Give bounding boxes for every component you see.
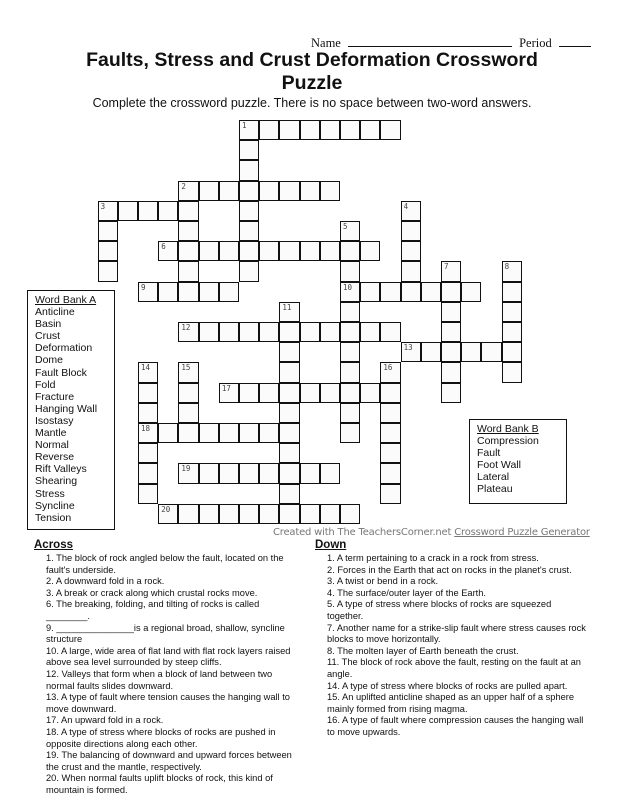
grid-cell[interactable] — [259, 120, 279, 140]
grid-cell[interactable] — [279, 362, 299, 382]
grid-cell[interactable] — [239, 201, 259, 221]
grid-cell[interactable] — [279, 423, 299, 443]
grid-cell[interactable] — [178, 383, 198, 403]
grid-cell[interactable] — [239, 383, 259, 403]
clue-number: 15 — [181, 363, 191, 373]
across-clue — [34, 692, 302, 715]
grid-cell[interactable] — [441, 342, 461, 362]
grid-cell[interactable] — [178, 362, 198, 382]
word-bank-b-word: Lateral — [477, 471, 510, 484]
word-bank-a-word: Syncline — [35, 499, 75, 512]
grid-cell[interactable] — [239, 322, 259, 342]
clue-number: 1 — [242, 121, 247, 130]
clue-number: 2. — [327, 564, 338, 575]
clue-text: A twist or bend in a rock. — [336, 576, 439, 587]
grid-cell[interactable] — [279, 383, 299, 403]
name-field[interactable] — [348, 36, 512, 47]
grid-cell[interactable] — [279, 403, 299, 423]
period-field[interactable] — [559, 36, 591, 47]
word-bank-a — [27, 290, 115, 530]
across-clue — [34, 646, 302, 669]
across-heading: Across — [34, 539, 73, 551]
grid-cell[interactable] — [380, 423, 400, 443]
grid-cell[interactable] — [239, 504, 259, 524]
grid-cell[interactable] — [401, 201, 421, 221]
grid-cell[interactable] — [158, 201, 178, 221]
clue-text: A large, wide area of flat land with flat rock layers raised above sea level surrounded by steep cliffs. — [46, 645, 291, 668]
across-clue — [34, 750, 302, 773]
grid-cell[interactable] — [360, 383, 380, 403]
clue-number: 19. — [46, 750, 62, 761]
grid-cell[interactable] — [502, 342, 522, 362]
grid-cell[interactable] — [300, 120, 320, 140]
clue-text: The breaking, folding, and tilting of rocks is called ________. — [46, 599, 260, 621]
down-clue — [315, 646, 590, 658]
grid-cell[interactable] — [340, 241, 360, 261]
generator-link[interactable]: Crossword Puzzle Generator — [454, 527, 590, 538]
grid-cell[interactable] — [502, 362, 522, 382]
grid-cell[interactable] — [320, 322, 340, 342]
clue-number: 19 — [181, 464, 191, 474]
grid-cell[interactable] — [340, 403, 360, 423]
word-bank-b-word: Foot Wall — [477, 459, 521, 472]
word-bank-a-word: Deformation — [35, 342, 93, 355]
grid-cell[interactable] — [138, 484, 158, 504]
word-bank-b-word: Plateau — [477, 483, 513, 496]
clue-text: A type of stress where blocks of rocks are squeezed together. — [327, 599, 552, 621]
grid-cell[interactable] — [259, 322, 279, 342]
grid-cell[interactable] — [158, 504, 178, 524]
grid-cell[interactable] — [340, 362, 360, 382]
grid-cell[interactable] — [340, 261, 360, 281]
down-clue — [315, 588, 590, 600]
word-bank-a-word: Dome — [35, 354, 64, 367]
clue-number: 5 — [343, 222, 348, 231]
down-clue — [315, 692, 590, 715]
clue-number: 9. — [46, 622, 57, 633]
clue-number: 14. — [327, 680, 342, 691]
word-bank-b — [469, 419, 567, 504]
down-clue-list — [315, 553, 590, 739]
word-bank-b-title: Word Bank B — [477, 423, 539, 435]
grid-cell[interactable] — [421, 282, 441, 302]
word-bank-a-word: Fault Block — [35, 366, 87, 379]
grid-cell[interactable] — [98, 221, 118, 241]
down-clue — [315, 565, 590, 577]
clue-number: 1. — [46, 553, 57, 563]
grid-cell[interactable] — [340, 322, 360, 342]
clue-text: Another name for a strike-slip fault where stress causes rock blocks to move horizontally. — [327, 622, 586, 645]
grid-cell[interactable] — [259, 241, 279, 261]
clue-number: 14 — [141, 363, 151, 373]
grid-cell[interactable] — [279, 484, 299, 504]
word-bank-a-word: Fold — [35, 378, 56, 391]
down-clue — [315, 576, 590, 588]
grid-cell[interactable] — [138, 201, 158, 221]
clue-text: _______________is a regional broad, shallow, syncline structure — [46, 622, 285, 645]
grid-cell[interactable] — [279, 302, 299, 322]
credit-text: Created with The TeachersCorner.net — [273, 527, 455, 538]
word-bank-a-word: Rift Valleys — [35, 463, 87, 476]
period-label: Period — [519, 36, 552, 50]
clue-number: 4. — [327, 587, 338, 598]
grid-cell[interactable] — [158, 241, 178, 261]
grid-cell[interactable] — [421, 342, 441, 362]
grid-cell[interactable] — [199, 423, 219, 443]
grid-cell[interactable] — [199, 322, 219, 342]
grid-cell[interactable] — [279, 342, 299, 362]
grid-cell[interactable] — [178, 201, 198, 221]
grid-cell[interactable] — [380, 443, 400, 463]
grid-cell[interactable] — [300, 463, 320, 483]
grid-cell[interactable] — [158, 282, 178, 302]
grid-cell[interactable] — [380, 362, 400, 382]
grid-cell[interactable] — [340, 342, 360, 362]
grid-cell[interactable] — [441, 261, 461, 281]
grid-cell[interactable] — [380, 282, 400, 302]
grid-cell[interactable] — [340, 302, 360, 322]
down-clue — [315, 623, 590, 646]
down-clue — [315, 553, 590, 565]
grid-cell[interactable] — [259, 504, 279, 524]
grid-cell[interactable] — [340, 120, 360, 140]
grid-cell[interactable] — [219, 282, 239, 302]
clue-number: 20. — [46, 773, 62, 784]
grid-cell[interactable] — [320, 383, 340, 403]
clue-text: Valleys that form when a block of land between two normal faults slides downward. — [46, 668, 273, 691]
clue-text: Forces in the Earth that act on rocks in the planet's crust. — [337, 564, 572, 575]
grid-cell[interactable] — [138, 463, 158, 483]
down-clue — [315, 599, 590, 622]
down-clue — [315, 681, 590, 693]
grid-cell[interactable] — [380, 484, 400, 504]
grid-cell[interactable] — [239, 423, 259, 443]
grid-cell[interactable] — [502, 282, 522, 302]
grid-cell[interactable] — [380, 120, 400, 140]
down-heading: Down — [315, 539, 347, 551]
grid-cell[interactable] — [380, 383, 400, 403]
word-bank-b-word: Compression — [477, 435, 539, 448]
grid-cell[interactable] — [178, 241, 198, 261]
grid-cell[interactable] — [178, 423, 198, 443]
across-clue — [34, 773, 302, 796]
grid-cell[interactable] — [340, 383, 360, 403]
grid-cell[interactable] — [199, 463, 219, 483]
grid-cell[interactable] — [239, 181, 259, 201]
instructions: Complete the crossword puzzle. There is no space between two-word answers. — [92, 96, 532, 110]
word-bank-a-word: Mantle — [35, 427, 67, 440]
clue-number: 17 — [221, 383, 231, 393]
grid-cell[interactable] — [320, 463, 340, 483]
clue-text: A type of fault where tension causes the hanging wall to move downward. — [46, 692, 290, 714]
grid-cell[interactable] — [320, 181, 340, 201]
clue-number: 2. — [46, 576, 56, 587]
grid-cell[interactable] — [360, 282, 380, 302]
grid-cell[interactable] — [219, 241, 239, 261]
clue-number: 11 — [282, 302, 292, 312]
clue-text: The block of rock above the fault, resting on the fault at an angle. — [327, 657, 581, 679]
clue-number: 3 — [100, 201, 106, 211]
grid-cell[interactable] — [340, 221, 360, 241]
grid-cell[interactable] — [178, 261, 198, 281]
grid-cell[interactable] — [138, 383, 158, 403]
grid-cell[interactable] — [461, 282, 481, 302]
clue-number: 1. — [327, 553, 337, 563]
clue-text: The balancing of downward and upward forces between the crust and the mantle, respectively. — [46, 750, 292, 772]
clue-number: 17. — [46, 715, 61, 726]
grid-cell[interactable] — [138, 362, 158, 382]
grid-cell[interactable] — [98, 201, 118, 221]
grid-cell[interactable] — [441, 362, 461, 382]
grid-cell[interactable] — [118, 201, 138, 221]
word-bank-a-word: Tension — [35, 511, 72, 524]
grid-cell[interactable] — [178, 463, 198, 483]
word-bank-a-word: Shearing — [35, 475, 78, 488]
grid-cell[interactable] — [138, 423, 158, 443]
grid-cell[interactable] — [279, 241, 299, 261]
grid-cell[interactable] — [360, 120, 380, 140]
grid-cell[interactable] — [401, 282, 421, 302]
grid-cell[interactable] — [320, 241, 340, 261]
clue-text: An uplifted anticline shaped as an upper half of a sphere mainly formed from rising magma. — [327, 692, 575, 714]
grid-cell[interactable] — [300, 241, 320, 261]
grid-cell[interactable] — [380, 322, 400, 342]
clue-number: 5. — [327, 599, 337, 610]
clue-text: The block of rock angled below the fault, located on the fault's underside. — [46, 553, 284, 575]
clue-text: When normal faults uplift blocks of rock, this kind of mountain is formed. — [46, 773, 273, 795]
clue-number: 10 — [343, 282, 353, 292]
clue-number: 13. — [46, 692, 61, 703]
grid-cell[interactable] — [178, 181, 198, 201]
clue-number: 3. — [46, 587, 56, 598]
grid-cell[interactable] — [239, 160, 259, 180]
grid-cell[interactable] — [219, 504, 239, 524]
clue-number: 15. — [327, 692, 342, 703]
clue-number: 18. — [46, 726, 61, 737]
grid-cell[interactable] — [481, 342, 501, 362]
grid-cell[interactable] — [219, 322, 239, 342]
across-clue-list — [34, 553, 302, 796]
word-bank-a-list — [35, 306, 114, 524]
grid-cell[interactable] — [279, 120, 299, 140]
grid-cell[interactable] — [279, 322, 299, 342]
word-bank-a-word: Anticline — [35, 306, 75, 319]
across-clue — [34, 553, 302, 576]
grid-cell[interactable] — [178, 282, 198, 302]
clue-number: 8 — [504, 262, 510, 272]
grid-cell[interactable] — [239, 221, 259, 241]
clue-number: 12. — [46, 668, 62, 679]
clue-number: 12 — [181, 323, 191, 332]
clue-number: 16. — [327, 715, 342, 726]
across-clue — [34, 623, 302, 646]
grid-cell[interactable] — [300, 322, 320, 342]
clue-text: An upward fold in a rock. — [61, 715, 164, 726]
grid-cell[interactable] — [502, 302, 522, 322]
grid-cell[interactable] — [158, 423, 178, 443]
down-clue — [315, 715, 590, 738]
grid-cell[interactable] — [178, 504, 198, 524]
grid-cell[interactable] — [279, 504, 299, 524]
word-bank-a-word: Normal — [35, 439, 69, 452]
grid-cell[interactable] — [199, 181, 219, 201]
credit-line — [273, 527, 590, 538]
grid-cell[interactable] — [199, 282, 219, 302]
clue-text: A break or crack along which crustal rocks move. — [55, 587, 258, 598]
clue-text: The surface/outer layer of the Earth. — [337, 587, 486, 598]
grid-cell[interactable] — [401, 221, 421, 241]
clue-number: 2 — [181, 181, 186, 191]
down-clues — [315, 539, 590, 739]
word-bank-a-word: Fracture — [35, 390, 75, 403]
grid-cell[interactable] — [239, 140, 259, 160]
clue-number: 3. — [327, 576, 337, 587]
clue-number: 13 — [403, 343, 413, 353]
grid-cell[interactable] — [138, 403, 158, 423]
across-clue — [34, 599, 302, 622]
clue-text: A type of stress where blocks of rocks are pulled apart. — [342, 680, 568, 691]
grid-cell[interactable] — [239, 261, 259, 281]
word-bank-a-word: Crust — [35, 330, 61, 343]
word-bank-b-list — [477, 435, 566, 495]
grid-cell[interactable] — [138, 282, 158, 302]
clue-number: 7 — [444, 262, 449, 272]
grid-cell[interactable] — [219, 423, 239, 443]
grid-cell[interactable] — [441, 383, 461, 403]
grid-cell[interactable] — [360, 322, 380, 342]
clue-number: 7. — [327, 622, 337, 633]
grid-cell[interactable] — [502, 322, 522, 342]
grid-cell[interactable] — [461, 342, 481, 362]
word-bank-a-word: Reverse — [35, 451, 75, 464]
grid-cell[interactable] — [239, 120, 259, 140]
clue-text: A term pertaining to a crack in a rock from stress. — [336, 553, 539, 563]
clue-number: 9 — [141, 282, 146, 292]
across-clue — [34, 576, 302, 588]
grid-cell[interactable] — [199, 241, 219, 261]
grid-cell[interactable] — [401, 261, 421, 281]
clue-number: 10. — [46, 645, 61, 656]
grid-cell[interactable] — [401, 241, 421, 261]
grid-cell[interactable] — [360, 241, 380, 261]
clue-number: 8. — [327, 645, 338, 656]
across-clues — [34, 539, 302, 796]
page-title-text: Faults, Stress and Crust Deformation Crossword Puzzle — [86, 49, 538, 94]
clue-number: 11. — [327, 657, 342, 668]
grid-cell[interactable] — [300, 504, 320, 524]
grid-cell[interactable] — [98, 241, 118, 261]
grid-cell[interactable] — [178, 403, 198, 423]
grid-cell[interactable] — [259, 423, 279, 443]
grid-cell[interactable] — [178, 221, 198, 241]
clue-number: 6. — [46, 599, 57, 610]
grid-cell[interactable] — [300, 383, 320, 403]
across-clue — [34, 588, 302, 600]
grid-cell[interactable] — [502, 261, 522, 281]
grid-cell[interactable] — [380, 403, 400, 423]
word-bank-a-word: Stress — [35, 487, 65, 500]
grid-cell[interactable] — [441, 322, 461, 342]
clue-text: A downward fold in a rock. — [55, 576, 165, 587]
grid-cell[interactable] — [239, 241, 259, 261]
word-bank-a-title: Word Bank A — [35, 294, 97, 306]
clue-number: 20 — [161, 504, 171, 514]
grid-cell[interactable] — [401, 342, 421, 362]
clue-text: The molten layer of Earth beneath the crust. — [337, 645, 519, 656]
word-bank-a-word: Hanging Wall — [35, 402, 98, 415]
grid-cell[interactable] — [300, 181, 320, 201]
across-clue — [34, 669, 302, 692]
clue-number: 18 — [141, 424, 151, 433]
grid-cell[interactable] — [178, 322, 198, 342]
grid-cell[interactable] — [259, 383, 279, 403]
clue-number: 4 — [403, 201, 409, 211]
grid-cell[interactable] — [199, 504, 219, 524]
name-label: Name — [311, 36, 341, 50]
across-clue — [34, 715, 302, 727]
grid-cell[interactable] — [219, 383, 239, 403]
grid-cell[interactable] — [259, 463, 279, 483]
grid-cell[interactable] — [279, 463, 299, 483]
grid-cell[interactable] — [340, 423, 360, 443]
down-clue — [315, 657, 590, 680]
grid-cell[interactable] — [441, 302, 461, 322]
grid-cell[interactable] — [98, 261, 118, 281]
grid-cell[interactable] — [219, 181, 239, 201]
grid-cell[interactable] — [279, 443, 299, 463]
clue-number: 16 — [383, 363, 393, 373]
grid-cell[interactable] — [259, 181, 279, 201]
grid-cell[interactable] — [219, 463, 239, 483]
clue-text: A type of stress where blocks of rocks are pushed in opposite directions along each other. — [46, 726, 276, 749]
grid-cell[interactable] — [380, 463, 400, 483]
word-bank-a-word: Basin — [35, 318, 62, 331]
grid-cell[interactable] — [239, 463, 259, 483]
grid-cell[interactable] — [340, 504, 360, 524]
grid-cell[interactable] — [441, 282, 461, 302]
grid-cell[interactable] — [279, 181, 299, 201]
grid-cell[interactable] — [138, 443, 158, 463]
grid-cell[interactable] — [320, 120, 340, 140]
across-clue — [34, 727, 302, 750]
word-bank-b-word: Fault — [477, 447, 501, 460]
clue-number: 6 — [161, 242, 166, 252]
page-title — [0, 49, 624, 95]
word-bank-a-word: Isostasy — [35, 414, 74, 427]
clue-text: A type of fault where compression causes the hanging wall to move upwards. — [327, 715, 584, 737]
grid-cell[interactable] — [340, 282, 360, 302]
grid-cell[interactable] — [320, 504, 340, 524]
